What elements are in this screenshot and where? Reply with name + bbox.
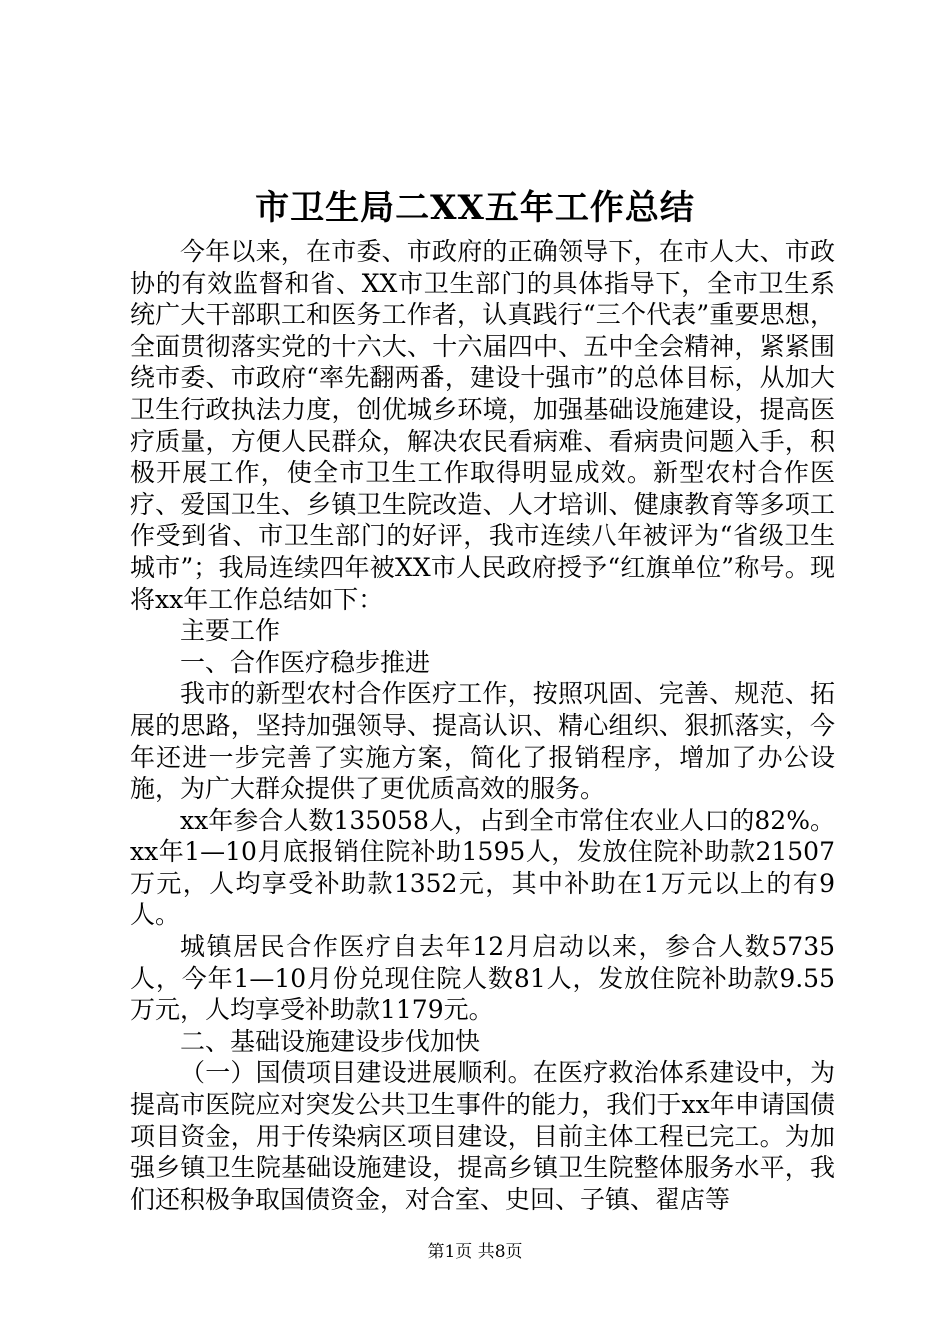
heading-main-work: 主要工作 — [180, 616, 281, 646]
heading-section-1: 一、合作医疗稳步推进 — [180, 647, 431, 677]
paragraph-bond-projects: （一）国债项目建设进展顺利。在医疗救治体系建设中，为提高市医院应对突发公共卫生事件的能力，我们于xx年申请国债项目资金，用于传染病区项目建设，目前主体工程已完工。为加强乡镇卫生院基础设施建设，提高乡镇卫生院整体服务水平，我们还积极争取国债资金，对合室、史回、子镇、翟店等 — [130, 1058, 835, 1214]
paragraph-urban-coop: 城镇居民合作医疗自去年12月启动以来，参合人数5735人，今年1—10月份兑现住院人数81人，发放住院补助款9.55万元，人均享受补助款1179元。 — [130, 932, 835, 1025]
page-footer: 第1页 共8页 — [427, 1242, 523, 1262]
heading-section-2: 二、基础设施建设步伐加快 — [180, 1026, 481, 1056]
document-title: 市卫生局二XX五年工作总结 — [255, 188, 695, 228]
paragraph-rural-coop: 我市的新型农村合作医疗工作，按照巩固、完善、规范、拓展的思路，坚持加强领导、提高认识、精心组织、狠抓落实，今年还进一步完善了实施方案，简化了报销程序，增加了办公设施，为广大群众提供了更优质高效的服务。 — [130, 679, 835, 804]
paragraph-coop-stats: xx年参合人数135058人，占到全市常住农业人口的82%。xx年1—10月底报销住院补助1595人，发放住院补助款21507万元，人均享受补助款1352元，其中补助在1万元以上的有9人。 — [130, 805, 835, 930]
document-body — [130, 236, 835, 1215]
paragraph-intro: 今年以来，在市委、市政府的正确领导下，在市人大、市政协的有效监督和省、XX市卫生部门的具体指导下，全市卫生系统广大干部职工和医务工作者，认真践行“三个代表”重要思想，全面贯彻落实党的十六大、十六届四中、五中全会精神，紧紧围绕市委、市政府“率先翻两番，建设十强市”的总体目标，从加大卫生行政执法力度，创优城乡环境，加强基础设施建设，提高医疗质量，方便人民群众，解决农民看病难、看病贵问题入手，积极开展工作，使全市卫生工作取得明显成效。新型农村合作医疗、爱国卫生、乡镇卫生院改造、人才培训、健康教育等多项工作受到省、市卫生部门的好评，我市连续八年被评为“省级卫生城市”；我局连续四年被XX市人民政府授予“红旗单位”称号。现将xx年工作总结如下： — [130, 237, 835, 614]
